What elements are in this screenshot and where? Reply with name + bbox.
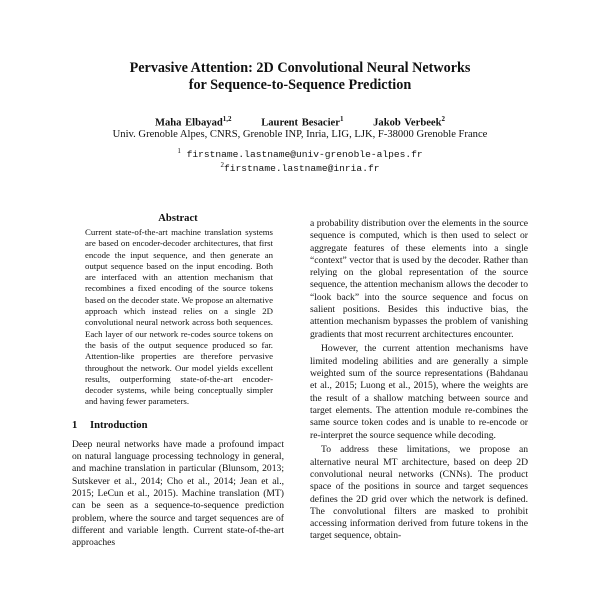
intro-paragraph-1: Deep neural networks have made a profound impact on natural language processing technology in general, and machine translation in particular (Blunsom, 2013; Sutskever et al., 2014; Cho et al., 2014; Jean et al., 2015; LeCun et al., 2015). Machine translation (MT) can be seen as a sequence-to-sequence prediction problem, where the source and target sequences are of different and variable length. Current state-of-the-art approaches	[72, 438, 284, 549]
author: Laurent Besacier$^1$	[261, 115, 344, 129]
right-paragraph-2: However, the current attention mechanisms have limited modeling abilities and are generally a simple weighted sum of the source representations (Bahdanau et al., 2015; Luong et al., 2015), where the weights are the result of a shallow matching between source and target elements. The attention module re-combines the same source token codes and is unable to re-encode or re-interpret the source sequence while decoding.	[310, 343, 528, 441]
author: Jakob Verbeek$^2$	[373, 115, 446, 129]
right-paragraph-3: To address these limitations, we propose an alternative neural MT architecture, based on deep 2D convolutional neural networks (CNNs). The product space of the positions in source and target sequences defines the 2D grid over which the network is defined. The convolutional filters are masked to prohibit accessing information derived from future tokens in the target sequence, obtain-	[310, 444, 528, 542]
left-column	[72, 212, 284, 549]
right-column	[310, 218, 528, 545]
right-paragraph-1: a probability distribution over the elements in the source sequence is computed, which is then used to select or aggregate features of these elements into a single “context” vector that is used by the decoder. Rather than relying on the global representation of the source sequence, the attention mechanism allows the decoder to “look back” into the source sequence and focus on salient positions. Besides this inductive bias, the attention mechanism bypasses the problem of vanishing gradients that most recurrent architectures encounter.	[310, 218, 528, 340]
email-1: $^1$ firstname.lastname@univ-grenoble-alpes.fr	[177, 147, 423, 161]
abstract-text: Current state-of-the-art machine translation systems are based on encoder-decoder architectures, that first encode the input sequence, and then generate an output sequence based on the input encoding. Both are interfaced with an attention mechanism that recombines a fixed encoding of the source tokens based on the decoder state. We propose an alternative approach which instead relies on a single 2D convolutional neural network across both sequences. Each layer of our network re-codes source tokens on the basis of the output sequence produced so far. Attention-like properties are therefore pervasive throughout the network. Our model yields excellent results, outperforming state-of-the-art encoder-decoder systems, while being conceptually simpler and having fewer parameters.	[85, 227, 273, 407]
affiliation: Univ. Grenoble Alpes, CNRS, Grenoble INP, Inria, LIG, LJK, F-38000 Grenoble France	[112, 129, 488, 140]
section-heading-introduction: 1 Introduction	[72, 419, 148, 431]
email-2: $^2$firstname.lastname@inria.fr	[220, 161, 380, 175]
paper-title	[0, 60, 600, 94]
author: Maha Elbayad$^{1,2}$	[154, 115, 232, 129]
abstract-heading: Abstract	[158, 213, 198, 224]
title-line-2: for Sequence-to-Sequence Prediction	[188, 77, 412, 93]
title-line-1: Pervasive Attention: 2D Convolutional Neural Networks	[129, 60, 471, 76]
